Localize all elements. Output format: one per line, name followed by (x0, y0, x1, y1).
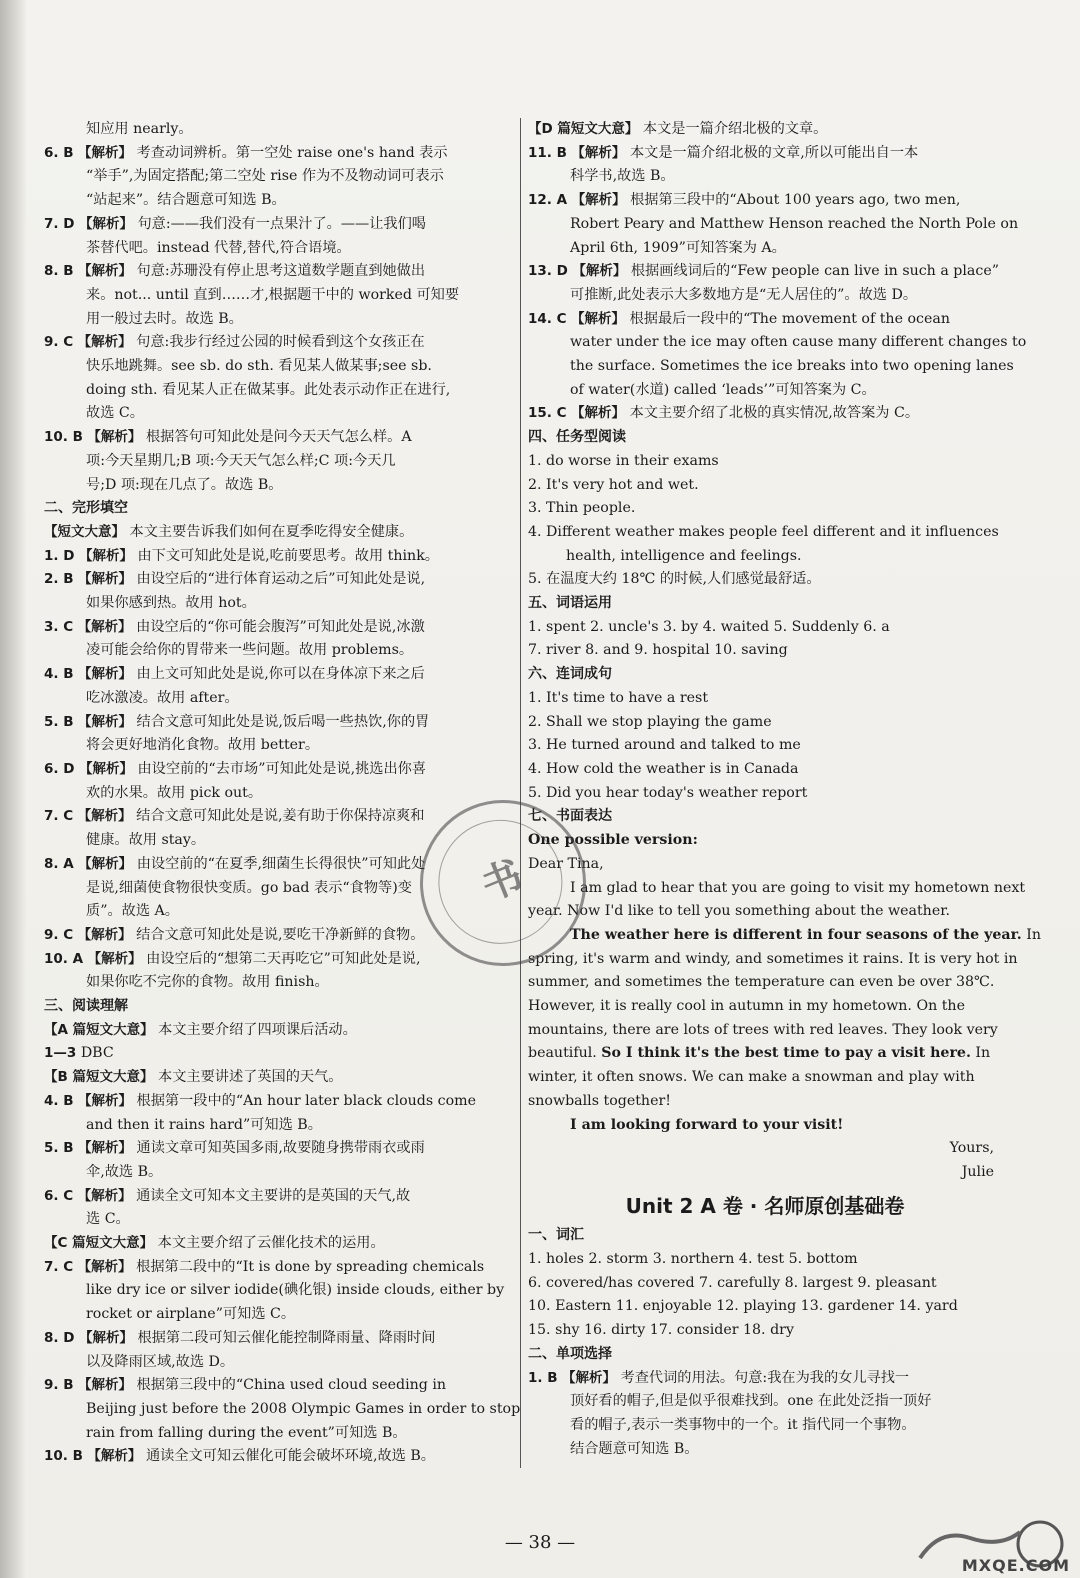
line-text: 以及降雨区域,故选 D。 (86, 1353, 235, 1370)
text-line (44, 1279, 514, 1303)
text-line (44, 213, 514, 237)
analysis-tag: 【解析】 (78, 666, 133, 683)
item-number: 10. B (44, 1448, 83, 1465)
analysis-tag: 【解析】 (77, 334, 132, 351)
analysis-tag: 【解析】 (571, 405, 626, 422)
item-number: 9. B (44, 1377, 74, 1394)
text-line (44, 165, 514, 189)
text-line (528, 260, 1002, 284)
text-line (44, 1161, 514, 1185)
line-text: Robert Peary and Matthew Henson reached the North Pole on (570, 215, 1019, 232)
analysis-tag: 【解析】 (78, 571, 133, 588)
text-line (528, 474, 1002, 498)
line-text: 由设空后的“想第二天再吃它”可知此处是说, (146, 950, 421, 967)
line-text: 根据最后一段中的“The movement of the ocean (629, 310, 950, 327)
line-text: 通读文章可知英国多雨,故要随身携带雨衣或雨 (136, 1140, 425, 1157)
line-text: winter, it often snows. We can make a snowman and play with (528, 1069, 975, 1086)
text-line (528, 568, 1002, 592)
line-text: 2. It's very hot and wet. (528, 476, 699, 493)
book-spine-shadow (0, 0, 26, 1578)
text-line (44, 426, 514, 450)
analysis-tag: 【解析】 (78, 547, 133, 564)
line-text: 可推断,此处表示大多数地方是“无人居住的”。故选 D。 (570, 286, 918, 303)
text-line (44, 521, 514, 545)
line-text: 凌可能会给你的胃带来一些问题。故用 problems。 (86, 642, 414, 659)
analysis-tag: 【解析】 (77, 926, 132, 943)
line-text: 健康。故用 stay。 (86, 832, 206, 849)
line-text: 由下文可知此处是说,吃前要思考。故用 think。 (137, 547, 439, 564)
analysis-tag: 【解析】 (571, 144, 626, 161)
text-line (44, 545, 514, 569)
line-text: 6. covered/has covered 7. carefully 8. largest 9. pleasant (528, 1274, 937, 1291)
line-text: like dry ice or silver iodide(碘化银) inside clouds, either by (86, 1282, 505, 1299)
line-text: Yours, (949, 1140, 994, 1157)
line-text: However, it is really cool in autumn in my hometown. On the (528, 998, 965, 1015)
line-text: 本文主要告诉我们如何在夏季吃得安全健康。 (129, 523, 414, 540)
line-text: 结合文意可知此处是说,姜有助于你保持凉爽和 (136, 808, 425, 825)
text-line (528, 284, 1002, 308)
text-line (528, 758, 1002, 782)
text-line (44, 1374, 514, 1398)
section-title: 一、词汇 (528, 1227, 584, 1244)
text-line (44, 142, 514, 166)
line-text: and then it rains hard”可知选 B。 (86, 1116, 322, 1133)
line-text: 4. How cold the weather is in Canada (528, 760, 799, 777)
text-line (44, 1137, 514, 1161)
item-number: 7. C (44, 808, 74, 825)
text-line (44, 237, 514, 261)
text-line (528, 734, 1002, 758)
text-line (528, 900, 1002, 924)
text-line (528, 1272, 1002, 1296)
line-text: 根据第三段中的“About 100 years ago, two men, (630, 192, 961, 209)
bold-text: So I think it's the best time to pay a visit here. (601, 1045, 971, 1062)
text-line (44, 1398, 521, 1422)
line-text: 由设空后的“你可能会腹泻”可知此处是说,冰激 (136, 618, 425, 635)
item-number: 7. D (44, 215, 75, 232)
text-line (44, 1114, 514, 1138)
line-text: rocket or airplane”可知选 C。 (86, 1306, 296, 1323)
text-line (528, 1161, 1002, 1185)
analysis-tag: 【解析】 (87, 950, 142, 967)
line-text: water under the ice may often cause many different changes to (570, 334, 1027, 351)
text-line (528, 948, 1018, 972)
line-text: 欢的水果。故用 pick out。 (86, 784, 263, 801)
analysis-tag: 【解析】 (78, 760, 133, 777)
text-line (528, 1090, 1002, 1114)
line-text: 知应用 nearly。 (86, 121, 193, 137)
line-text: 2. Shall we stop playing the game (528, 713, 772, 730)
line-text: 3. Thin people. (528, 500, 636, 517)
text-line (528, 1066, 1002, 1090)
line-text: 质”。故选 A。 (86, 903, 179, 920)
text-line (528, 782, 1002, 806)
right-column (528, 118, 1041, 1461)
text-line (528, 1248, 1002, 1272)
section-title: 二、完形填空 (44, 500, 128, 517)
line-text: 用一般过去时。故选 B。 (86, 310, 243, 327)
line-text: 本文是一篇介绍北极的文章。 (642, 121, 828, 137)
analysis-tag: 【解析】 (77, 1187, 132, 1204)
analysis-tag: 【解析】 (77, 1258, 132, 1275)
text-line (44, 260, 514, 284)
text-line (528, 142, 1002, 166)
section-title: 五、词语运用 (528, 595, 612, 612)
analysis-tag: 【解析】 (78, 144, 133, 161)
line-text: Beijing just before the 2008 Olympic Games in order to stop (86, 1400, 521, 1417)
text-line (44, 568, 514, 592)
text-line (528, 1319, 1002, 1343)
text-line (44, 948, 514, 972)
section-title: 三、阅读理解 (44, 998, 128, 1015)
text-line (528, 1390, 1002, 1414)
text-line (44, 1208, 514, 1232)
line-text: 句意:我步行经过公园的时候看到这个女孩正在 (136, 334, 425, 351)
text-line (528, 189, 1002, 213)
item-number: 15. C (528, 405, 567, 422)
text-line (44, 1351, 514, 1375)
text-line (528, 118, 1002, 142)
line-text: 7. river 8. and 9. hospital 10. saving (528, 642, 788, 659)
text-line (44, 308, 514, 332)
line-text: 由上文可知此处是说,你可以在身体凉下来之后 (136, 666, 425, 683)
line-text: “站起来”。结合题意可知选 B。 (86, 192, 286, 209)
text-line (44, 663, 514, 687)
line-text: 来。not... until 直到……才,根据题干中的 worked 可知要 (86, 286, 460, 303)
analysis-tag: 【解析】 (77, 808, 132, 825)
text-line (528, 1019, 1002, 1043)
line-text: 根据第一段中的“An hour later black clouds come (136, 1092, 477, 1109)
item-number: 8. B (44, 263, 74, 280)
item-number: 13. D (528, 263, 568, 280)
text-line (528, 402, 1002, 426)
text-line (44, 782, 514, 806)
text-line (528, 497, 1002, 521)
analysis-tag: 【解析】 (571, 192, 626, 209)
text-line (528, 213, 1019, 237)
line-text: 5. 在温度大约 18℃ 的时候,人们感觉最舒适。 (528, 571, 821, 588)
text-line (44, 1090, 514, 1114)
text-line (528, 1137, 1002, 1161)
text-line (44, 758, 514, 782)
analysis-tag: 【解析】 (87, 429, 142, 446)
text-line (44, 1445, 514, 1469)
text-line (528, 971, 1002, 995)
text-line (44, 1327, 514, 1351)
section-title: 二、单项选择 (528, 1345, 612, 1362)
text-line (44, 1422, 514, 1446)
text-line (44, 734, 514, 758)
analysis-tag: 【解析】 (78, 1140, 133, 1157)
item-number: 14. C (528, 310, 567, 327)
section-heading (44, 497, 514, 521)
column-divider (520, 118, 521, 1468)
line-text: year. Now I'd like to tell you something about the weather. (528, 903, 950, 920)
line-text: 本文是一篇介绍北极的文章,所以可能出自一本 (629, 144, 919, 161)
line-text: DBC (80, 1045, 114, 1062)
line-text: 1. do worse in their exams (528, 452, 719, 469)
line-text: 伞,故选 B。 (86, 1163, 163, 1180)
section-heading (44, 995, 514, 1019)
line-text: 句意:——我们没有一点果汁了。——让我们喝 (137, 215, 426, 232)
item-number: 4. B (44, 666, 74, 683)
line-text: 通读全文可知本文主要讲的是英国的天气,故 (136, 1187, 411, 1204)
text-line (528, 331, 1027, 355)
analysis-tag: 【解析】 (77, 618, 132, 635)
item-number: 1. D (44, 547, 75, 564)
text-line (528, 829, 1002, 853)
line-text: 考查代词的用法。句意:我在为我的女儿寻找一 (620, 1369, 910, 1386)
text-line (44, 189, 514, 213)
line-text: 1. spent 2. uncle's 3. by 4. waited 5. Suddenly 6. a (528, 618, 890, 635)
text-line (528, 545, 1002, 569)
line-text: snowballs together! (528, 1092, 671, 1109)
line-text: the surface. Sometimes the ice breaks into two opening lanes (570, 358, 1014, 375)
text-line (528, 1042, 1002, 1066)
text-line (528, 1295, 1002, 1319)
line-text: 将会更好地消化食物。故用 better。 (86, 737, 320, 754)
text-line (44, 284, 514, 308)
analysis-tag: 【解析】 (562, 1369, 617, 1386)
line-text: 顶好看的帽子,但是似乎很难找到。one 在此处泛指一顶好 (570, 1393, 932, 1410)
line-text: 本文主要介绍了四项课后活动。 (158, 1021, 357, 1038)
text-line (44, 592, 514, 616)
line-text: 如果你吃不完你的食物。故用 finish。 (86, 974, 329, 991)
text-line (528, 711, 1002, 735)
line-text: 10. Eastern 11. enjoyable 12. playing 13. gardener 14. yard (528, 1298, 958, 1315)
section-heading (528, 805, 1002, 829)
text-line (528, 1367, 1002, 1391)
text-line (44, 402, 514, 426)
text-line (528, 995, 1002, 1019)
line-text: 吃冰激凌。故用 after。 (86, 689, 239, 706)
text-line (44, 711, 514, 735)
text-line (528, 1438, 1002, 1462)
item-number: 12. A (528, 192, 568, 209)
line-text: 15. shy 16. dirty 17. consider 18. dry (528, 1322, 794, 1339)
line-text: 由设空前的“去市场”可知此处是说,挑选出你喜 (137, 760, 427, 777)
line-text: In (970, 1045, 991, 1062)
section-title: 七、书面表达 (528, 808, 612, 825)
watermark-url: MXQE.COM (961, 1556, 1070, 1575)
analysis-tag: 【解析】 (78, 713, 133, 730)
text-line (528, 616, 1002, 640)
text-line (44, 1066, 514, 1090)
line-text: 快乐地跳舞。see sb. do sth. 看见某人做某事;see sb. (86, 358, 432, 375)
line-text: 4. Different weather makes people feel different and it influences (528, 523, 999, 540)
text-line (528, 379, 1002, 403)
item-number: 8. D (44, 1329, 75, 1346)
text-line (528, 687, 1002, 711)
unit-title: Unit 2 A 卷 · 名师原创基础卷 (625, 1193, 905, 1218)
item-number: 5. B (44, 713, 74, 730)
item-number: 10. A (44, 950, 84, 967)
line-text: summer, and sometimes the temperature can even be over 38℃. (528, 974, 995, 991)
text-line (44, 1019, 514, 1043)
line-text: Julie (961, 1163, 994, 1180)
line-text: April 6th, 1909”可知答案为 A。 (570, 239, 786, 256)
text-line (44, 379, 514, 403)
analysis-tag: 【解析】 (78, 215, 133, 232)
line-text: 本文主要介绍了云催化技术的运用。 (157, 1235, 385, 1252)
analysis-tag: 【解析】 (78, 263, 133, 280)
section-heading (528, 592, 1002, 616)
item-number: 1. B (528, 1369, 558, 1386)
item-number: 1—3 (44, 1045, 77, 1062)
item-number: 11. B (528, 144, 567, 161)
line-text: 项:今天星期几;B 项:今天天气怎么样;C 项:今天几 (86, 452, 396, 469)
line-text: 根据第二段中的“It is done by spreading chemicals (136, 1258, 485, 1275)
line-text: 科学书,故选 B。 (570, 168, 675, 185)
item-number: 6. D (44, 760, 75, 777)
text-line (528, 639, 1002, 663)
line-text: 5. Did you hear today's weather report (528, 784, 808, 801)
item-number: 6. C (44, 1187, 74, 1204)
summary-tag: 【C 篇短文大意】 (44, 1235, 154, 1252)
section-title: 四、任务型阅读 (528, 429, 626, 446)
text-line (44, 355, 514, 379)
analysis-tag: 【解析】 (572, 263, 627, 280)
text-line (44, 1185, 514, 1209)
line-text: 根据答句可知此处是问今天天气怎么样。A (145, 429, 412, 446)
line-text: I am glad to hear that you are going to visit my hometown next (570, 879, 1026, 896)
line-text: beautiful. (528, 1045, 602, 1062)
item-number: 4. B (44, 1092, 74, 1109)
text-line (44, 1256, 514, 1280)
analysis-tag: 【解析】 (571, 310, 626, 327)
line-text: rain from falling during the event”可知选 B。 (86, 1424, 407, 1441)
line-text: mountains, there are lots of trees with red leaves. They look very (528, 1021, 998, 1038)
page-number: — 38 — (504, 1532, 576, 1553)
text-line (528, 521, 1002, 545)
line-text: 由设空前的“在夏季,细菌生长得很快”可知此处 (136, 855, 426, 872)
line-text: 本文主要介绍了北极的真实情况,故答案为 C。 (629, 405, 920, 422)
summary-tag: 【A 篇短文大意】 (44, 1021, 154, 1038)
line-text: 考查动词辨析。第一空处 raise one's hand 表示 (136, 144, 448, 161)
text-line (528, 924, 1041, 948)
text-line (44, 616, 514, 640)
bold-text: I am looking forward to your visit! (570, 1116, 844, 1133)
text-line (44, 1042, 514, 1066)
line-text: spring, it's warm and windy, and sometimes it rains. It is very hot in (528, 950, 1018, 967)
section-heading (528, 1343, 1002, 1367)
line-text: 看的帽子,表示一类事物中的一个。it 指代同一个事物。 (570, 1416, 916, 1433)
item-number: 9. C (44, 926, 74, 943)
line-text: doing sth. 看见某人正在做某事。此处表示动作正在进行, (86, 381, 451, 398)
text-line (44, 1232, 514, 1256)
item-number: 10. B (44, 429, 83, 446)
text-line (44, 687, 514, 711)
line-text: Dear Tina, (528, 855, 604, 872)
section-heading (528, 426, 1002, 450)
analysis-tag: 【解析】 (78, 855, 133, 872)
line-text: health, intelligence and feelings. (566, 547, 802, 564)
section-title: 六、连词成句 (528, 666, 612, 683)
text-line (528, 355, 1014, 379)
text-line (528, 853, 1002, 877)
bold-text: The weather here is different in four seasons of the year. (570, 926, 1022, 943)
line-text: 由设空后的“进行体育运动之后”可知此处是说, (136, 571, 426, 588)
line-text: of water(水道) called ‘leads’”可知答案为 C。 (570, 381, 876, 398)
line-text: 3. He turned around and talked to me (528, 737, 801, 754)
item-number: 7. C (44, 1258, 74, 1275)
item-number: 3. C (44, 618, 74, 635)
analysis-tag: 【解析】 (78, 1329, 133, 1346)
line-text: 1. It's time to have a rest (528, 689, 709, 706)
section-heading (528, 1224, 1002, 1248)
text-line (528, 165, 1002, 189)
left-column (44, 118, 521, 1469)
line-text: 通读全文可知云催化可能会破坏环境,故选 B。 (145, 1448, 435, 1465)
line-text: “举手”,为固定搭配;第二空处 rise 作为不及物动词可表示 (86, 168, 444, 185)
item-number: 6. B (44, 144, 74, 161)
text-line (528, 237, 1002, 261)
line-text: In (1021, 926, 1041, 943)
analysis-tag: 【解析】 (78, 1092, 133, 1109)
line-text: 茶替代吧。instead 代替,替代,符合语境。 (86, 239, 351, 256)
line-text: 结合文意可知此处是说,饭后喝一些热饮,你的胃 (136, 713, 430, 730)
text-line (528, 1114, 1002, 1138)
summary-tag: 【D 篇短文大意】 (528, 121, 639, 137)
text-line (44, 118, 514, 142)
text-line (44, 331, 514, 355)
text-line (44, 971, 514, 995)
line-text: 是说,细菌使食物很快变质。go bad 表示“食物等)变 (86, 879, 412, 896)
line-text: 句意:苏珊没有停止思考这道数学题直到她做出 (136, 263, 426, 280)
section-heading (528, 663, 1002, 687)
line-text: 结合文意可知此处是说,要吃干净新鲜的食物。 (136, 926, 425, 943)
line-text: 根据第二段可知云催化能控制降雨量、降雨时间 (137, 1329, 436, 1346)
summary-tag: 【B 篇短文大意】 (44, 1069, 154, 1086)
summary-tag: 【短文大意】 (44, 523, 125, 540)
item-number: 8. A (44, 855, 74, 872)
text-line (528, 308, 1002, 332)
line-text: 号;D 项:现在几点了。故选 B。 (86, 476, 283, 493)
text-line (528, 1414, 1002, 1438)
line-text: 结合题意可知选 B。 (570, 1440, 699, 1457)
line-text: 本文主要讲述了英国的天气。 (158, 1069, 343, 1086)
text-line (44, 1303, 514, 1327)
line-text: 根据第三段中的“China used cloud seeding in (136, 1377, 447, 1394)
text-line (528, 450, 1002, 474)
analysis-tag: 【解析】 (78, 1377, 133, 1394)
item-number: 2. B (44, 571, 74, 588)
analysis-tag: 【解析】 (87, 1448, 142, 1465)
text-line (44, 474, 514, 498)
line-text: 故选 C。 (86, 405, 144, 422)
line-text: 如果你感到热。故用 hot。 (86, 595, 256, 612)
text-line (44, 450, 514, 474)
item-number: 9. C (44, 334, 74, 351)
text-line (528, 877, 1026, 901)
line-text: 1. holes 2. storm 3. northern 4. test 5. bottom (528, 1251, 858, 1268)
text-line (44, 639, 514, 663)
line-text: 选 C。 (86, 1211, 130, 1228)
bold-text: One possible version: (528, 832, 698, 849)
line-text: 根据画线词后的“Few people can live in such a place” (630, 263, 999, 280)
stamp-text: 书 (475, 852, 530, 910)
item-number: 5. B (44, 1140, 74, 1157)
